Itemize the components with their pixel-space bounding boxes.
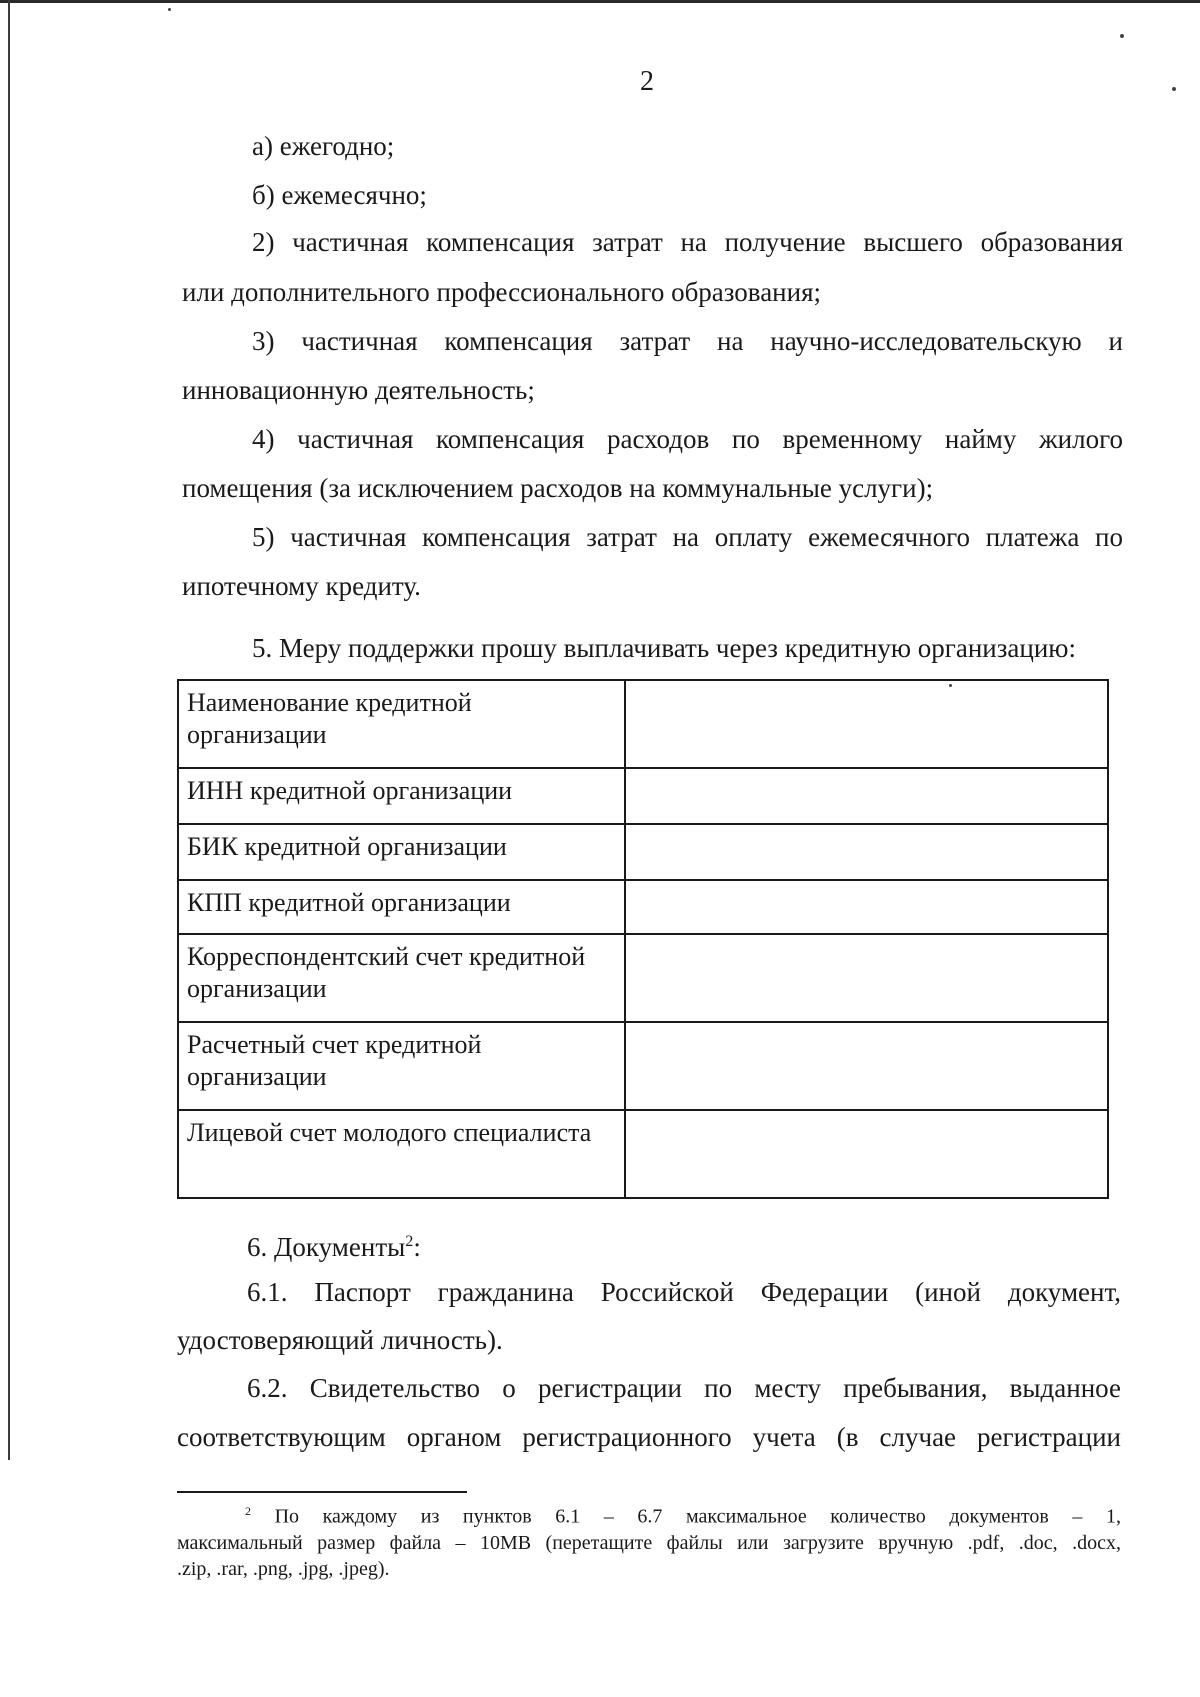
list-item-4-line1: 4) частичная компенсация расходов по временному найму жилого	[252, 424, 1123, 454]
section-6-heading-text: 6. Документы	[247, 1232, 406, 1262]
page-number: 2	[640, 66, 654, 97]
table-row	[178, 680, 1108, 768]
item-6-1-line1: 6.1. Паспорт гражданина Российской Федерации (иной документ,	[247, 1277, 1121, 1307]
row-label-kpp: КПП кредитной организации	[178, 880, 625, 934]
table-row	[178, 768, 1108, 824]
list-item-3-line2: инновационную деятельность;	[182, 375, 535, 405]
item-6-2-line1: 6.2. Свидетельство о регистрации по месту пребывания, выданное	[247, 1373, 1121, 1403]
row-label-inn: ИНН кредитной организации	[178, 768, 625, 824]
list-item-b: б) ежемесячно;	[252, 180, 427, 210]
footnote-separator	[177, 1491, 467, 1493]
list-item-a: а) ежегодно;	[252, 131, 395, 161]
list-item-4-line2: помещения (за исключением расходов на коммунальные услуги);	[182, 473, 934, 503]
table-row	[178, 1110, 1108, 1198]
scan-left-edge	[8, 0, 10, 1460]
row-value-inn	[625, 768, 1108, 824]
table-row	[178, 1022, 1108, 1110]
row-value-personal-account	[625, 1110, 1108, 1198]
footnote-mark: 2	[245, 1504, 251, 1518]
row-value-settlement-account	[625, 1022, 1108, 1110]
row-label-settlement-account: Расчетный счет кредитной организации	[178, 1022, 625, 1110]
row-label-bank-name: Наименование кредитной организации	[178, 680, 625, 768]
footnote-reference: 2	[405, 1232, 414, 1250]
list-item-5-line1: 5) частичная компенсация затрат на оплату ежемесячного платежа по	[252, 522, 1123, 552]
item-6-1-line2: удостоверяющий личность).	[177, 1325, 503, 1355]
list-item-5-line2: ипотечному кредиту.	[182, 571, 421, 601]
row-label-corr-account: Корреспондентский счет кредитной организации	[178, 934, 625, 1022]
footnote	[177, 1498, 1121, 1582]
list-item-2-line2: или дополнительного профессионального образования;	[182, 277, 821, 307]
table-row	[178, 824, 1108, 880]
row-label-bik: БИК кредитной организации	[178, 824, 625, 880]
scan-speck	[949, 684, 952, 687]
footnote-line1-text: По каждому из пунктов 6.1 – 6.7 максимальное количество документов – 1,	[274, 1505, 1121, 1528]
section-5-heading: 5. Меру поддержки прошу выплачивать через кредитную организацию:	[252, 633, 1076, 663]
row-value-bik	[625, 824, 1108, 880]
row-value-corr-account	[625, 934, 1108, 1022]
footnote-line3: .zip, .rar, .png, .jpg, .jpeg).	[177, 1557, 390, 1580]
scan-speck	[1120, 34, 1124, 38]
item-6-2-line2: соответствующим органом регистрационного учета (в случае регистрации	[177, 1422, 1121, 1452]
row-label-personal-account: Лицевой счет молодого специалиста	[178, 1110, 625, 1198]
table-row	[178, 880, 1108, 934]
footnote-line1	[177, 1498, 1121, 1530]
section-6-heading	[247, 1225, 421, 1263]
bank-details-table	[177, 679, 1109, 1199]
row-value-kpp	[625, 880, 1108, 934]
list-item-2-line1: 2) частичная компенсация затрат на получение высшего образования	[252, 227, 1123, 257]
row-value-bank-name	[625, 680, 1108, 768]
scan-top-edge	[0, 0, 1200, 3]
footnote-line2: максимальный размер файла – 10MB (перетащите файлы или загрузите вручную .pdf, .doc, .docx,	[177, 1531, 1121, 1554]
scan-speck	[168, 8, 171, 11]
section-6-heading-suffix: :	[413, 1232, 421, 1262]
list-item-3-line1: 3) частичная компенсация затрат на научно-исследовательскую и	[252, 326, 1123, 356]
scan-speck	[1172, 87, 1176, 91]
table-row	[178, 934, 1108, 1022]
